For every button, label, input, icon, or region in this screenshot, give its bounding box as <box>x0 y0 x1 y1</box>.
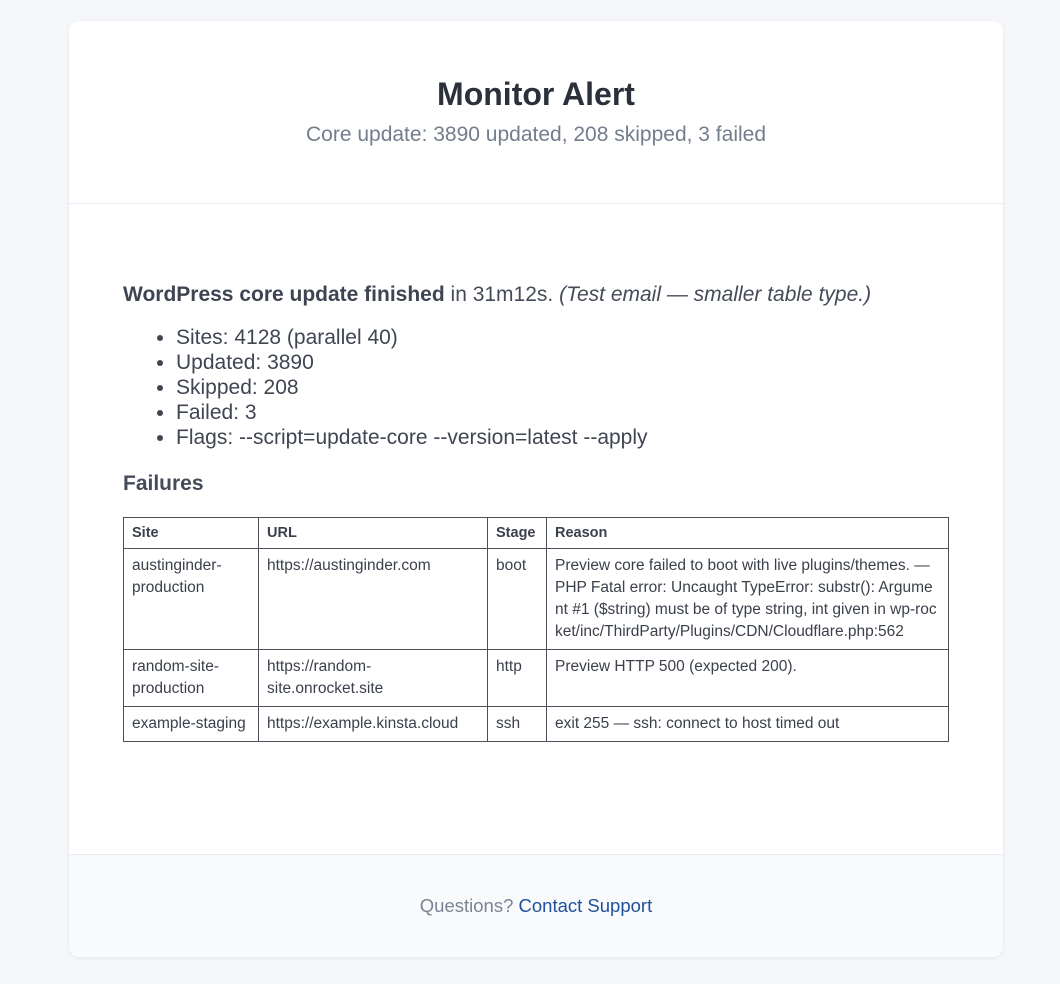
list-item: • Flags: --script=update-core --version=latest --apply <box>176 425 949 450</box>
column-header-site: Site <box>124 518 259 549</box>
intro-duration: in 31m12s. <box>444 283 560 306</box>
failures-heading: Failures <box>123 472 204 495</box>
page-title: Monitor Alert <box>437 76 635 112</box>
table-row <box>124 549 949 650</box>
alert-content <box>123 281 949 742</box>
cell-site: example-staging <box>124 707 259 742</box>
cell-site: random-site-production <box>124 650 259 707</box>
alert-header <box>69 21 1003 204</box>
alert-card <box>69 21 1003 957</box>
cell-url: https://random-site.onrocket.site <box>259 650 488 707</box>
list-item: • Sites: 4128 (parallel 40) <box>176 325 949 350</box>
footer-question: Questions? <box>419 895 519 916</box>
column-header-stage: Stage <box>488 518 547 549</box>
list-item: • Failed: 3 <box>176 400 949 425</box>
intro-paragraph <box>123 281 949 309</box>
column-header-url: URL <box>259 518 488 549</box>
cell-url: https://austinginder.com <box>259 549 488 650</box>
cell-stage: boot <box>488 549 547 650</box>
alert-subtitle: Core update: 3890 updated, 208 skipped, 3 failed <box>305 123 767 146</box>
intro-strong: WordPress core update finished <box>123 283 445 306</box>
cell-stage: ssh <box>488 707 547 742</box>
alert-footer <box>69 854 1003 957</box>
stats-list <box>123 325 949 450</box>
failures-table <box>123 517 949 742</box>
intro-note: (Test email — smaller table type.) <box>559 283 872 306</box>
cell-stage: http <box>488 650 547 707</box>
cell-url: https://example.kinsta.cloud <box>259 707 488 742</box>
cell-site: austinginder-production <box>124 549 259 650</box>
cell-reason: Preview core failed to boot with live plugins/themes. — PHP Fatal error: Uncaught TypeError: substr(): Argument #1 ($string) must be of type string, int given in wp-rocket/inc/ThirdParty/Plugins/CDN/Cloudflare.php:562 <box>547 549 949 650</box>
table-row <box>124 707 949 742</box>
table-row <box>124 650 949 707</box>
contact-support-link[interactable]: Contact Support <box>518 895 653 916</box>
cell-reason: exit 255 — ssh: connect to host timed out <box>547 707 949 742</box>
cell-reason: Preview HTTP 500 (expected 200). <box>547 650 949 707</box>
list-item: • Updated: 3890 <box>176 350 949 375</box>
list-item: • Skipped: 208 <box>176 375 949 400</box>
column-header-reason: Reason <box>547 518 949 549</box>
table-header-row <box>124 518 949 549</box>
